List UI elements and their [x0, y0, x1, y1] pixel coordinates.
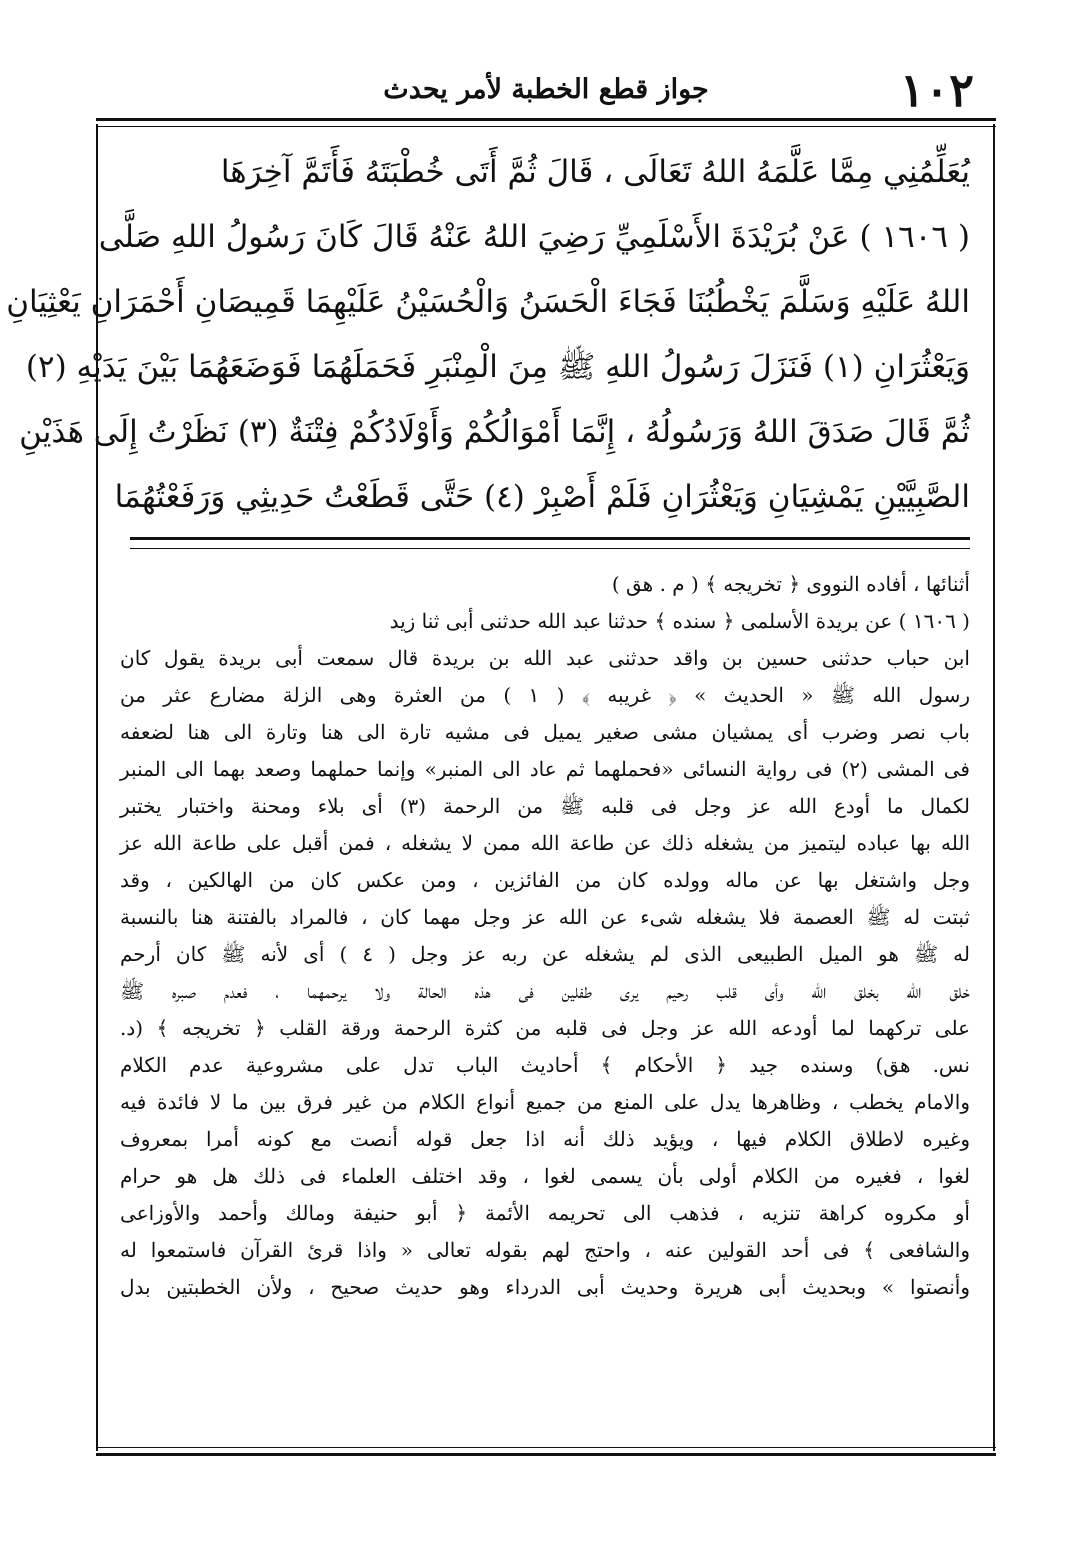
- hadith-line: وَيَعْثُرَانِ (١) فَنَزَلَ رَسُولُ اللهِ ﷺ مِنَ الْمِنْبَرِ فَحَمَلَهُمَا فَوَضَعَهُمَا بَيْنَ يَدَيْهِ (٢): [25, 349, 970, 385]
- hadith-line: اللهُ عَلَيْهِ وَسَلَّمَ يَخْطُبُنَا فَجَاءَ الْحَسَنُ وَالْحُسَيْنُ عَلَيْهِمَا قَمِيصَانِ أَحْمَرَانِ يَعْثِيَانِ: [6, 284, 970, 320]
- commentary-line: ابن حباب حدثنى حسين بن واقد حدثنى عبد الله بن بريدة قال سمعت أبى بريدة يقول كان: [120, 646, 970, 670]
- frame-right-rule: [993, 124, 995, 1451]
- commentary-line: خلق الله بخلق الله وأى قلب رحيم يرى طفلين فى هذه الحالة ولا يرحمهما ، فعدم صبره ﷺ: [120, 979, 970, 1003]
- commentary-line: ( ١٦٠٦ ) عن بريدة الأسلمى ﴿ سنده ﴾ حدثنا عبد الله حدثنى أبى ثنا زيد: [389, 609, 970, 633]
- page-number: ١٠٢: [899, 63, 974, 117]
- commentary-line: على تركهما لما أودعه الله عز وجل فى قلبه من كثرة الرحمة ورقة القلب ﴿ تخريجه ﴾ (د.: [120, 1016, 970, 1040]
- commentary-line: والامام يخطب ، وظاهرها يدل على المنع من جميع أنواع الكلام من غير فرق بين ما لا فائدة فيه: [120, 1090, 970, 1114]
- hadith-line: الصَّبِيَّيْنِ يَمْشِيَانِ وَيَعْثُرَانِ فَلَمْ أَصْبِرْ (٤) حَتَّى قَطَعْتُ حَدِيثِي وَرَفَعْتُهُمَا: [114, 479, 970, 515]
- commentary-line: وجل واشتغل بها عن ماله وولده كان من الفائزين ، ومن عكس كان من الهالكين ، وقد: [120, 868, 970, 892]
- hadith-line: ثُمَّ قَالَ صَدَقَ اللهُ وَرَسُولُهُ ، إِنَّمَا أَمْوَالُكُمْ وَأَوْلَادُكُمْ فِتْنَةٌ (٣) نَظَرْتُ إِلَى هَذَيْنِ: [19, 414, 970, 450]
- hadith-text: [6, 140, 970, 530]
- commentary-line: لغوا ، فغيره من الكلام أولى بأن يسمى لغوا ، وقد اختلف العلماء فى ذلك هل هو حرام: [120, 1164, 970, 1188]
- commentary-line: والشافعى ﴾ فى أحد القولين عنه ، واحتج لهم بقوله تعالى « واذا قرئ القرآن فاستمعوا له: [120, 1238, 970, 1262]
- hadith-line: يُعَلِّمُنِي مِمَّا عَلَّمَهُ اللهُ تَعَالَى ، قَالَ ثُمَّ أَتَى خُطْبَتَهُ فَأَتَمَّ آخِرَهَا: [220, 154, 970, 190]
- commentary-line: فى المشى (٢) فى رواية النسائى «فحملهما ثم عاد الى المنبر» وإنما حملهما وصعد بهما الى المنبر: [120, 757, 970, 781]
- hadith-line: ( ١٦٠٦ ) عَنْ بُرَيْدَةَ الأَسْلَمِيِّ رَضِيَ اللهُ عَنْهُ قَالَ كَانَ رَسُولُ اللهِ صَلَّى: [98, 219, 970, 255]
- commentary-line: أو مكروه كراهة تنزيه ، فذهب الى تحريمه الأئمة ﴿ أبو حنيفة ومالك وأحمد والأوزاعى: [120, 1201, 970, 1225]
- commentary-line: وأنصتوا » وبحديث أبى هريرة وحديث أبى الدرداء وهو حديث صحيح ، ولأن الخطبتين بدل: [120, 1275, 970, 1299]
- commentary-line: الله بها عباده ليتميز من يشغله ذلك عن طاعة الله ممن لا يشغله ، فمن أقبل على طاعة الله عز: [120, 831, 970, 855]
- commentary-line: ثبتت له ﷺ العصمة فلا يشغله شىء عن الله عز وجل مهما كان ، فالمراد بالفتنة هنا بالنسبة: [120, 905, 970, 929]
- commentary-line: أثنائها ، أفاده النووى ﴿ تخريجه ﴾ ( م . هق ): [611, 572, 970, 596]
- commentary-line: لكمال ما أودع الله عز وجل فى قلبه ﷺ من الرحمة (٣) أى بلاء ومحنة واختبار يختبر: [120, 794, 970, 818]
- commentary-line: رسول الله ﷺ « الحديث » ﴿ غريبه ﴾ ( ١ ) من العثرة وهى الزلة مضارع عثر من: [120, 683, 971, 707]
- commentary-line: وغيره لاطلاق الكلام فيها ، ويؤيد ذلك أنه اذا جعل قوله أنصت مع كونه أمرا بمعروف: [120, 1127, 970, 1151]
- section-divider: [130, 537, 970, 549]
- running-title: جواز قطع الخطبة لأمر يحدث: [383, 74, 709, 105]
- commentary-text: [120, 566, 970, 1306]
- commentary-line: له ﷺ هو الميل الطبيعى الذى لم يشغله عن ربه عز وجل ( ٤ ) أى لأنه ﷺ كان أرحم: [120, 942, 970, 966]
- commentary-line: باب نصر وضرب أى يمشيان مشى صغير يميل فى مشيه تارة الى هنا وتارة الى هنا لضعفه: [120, 720, 970, 744]
- commentary-line: نس. هق) وسنده جيد ﴿ الأحكام ﴾ أحاديث الباب تدل على مشروعية عدم الكلام: [120, 1053, 970, 1077]
